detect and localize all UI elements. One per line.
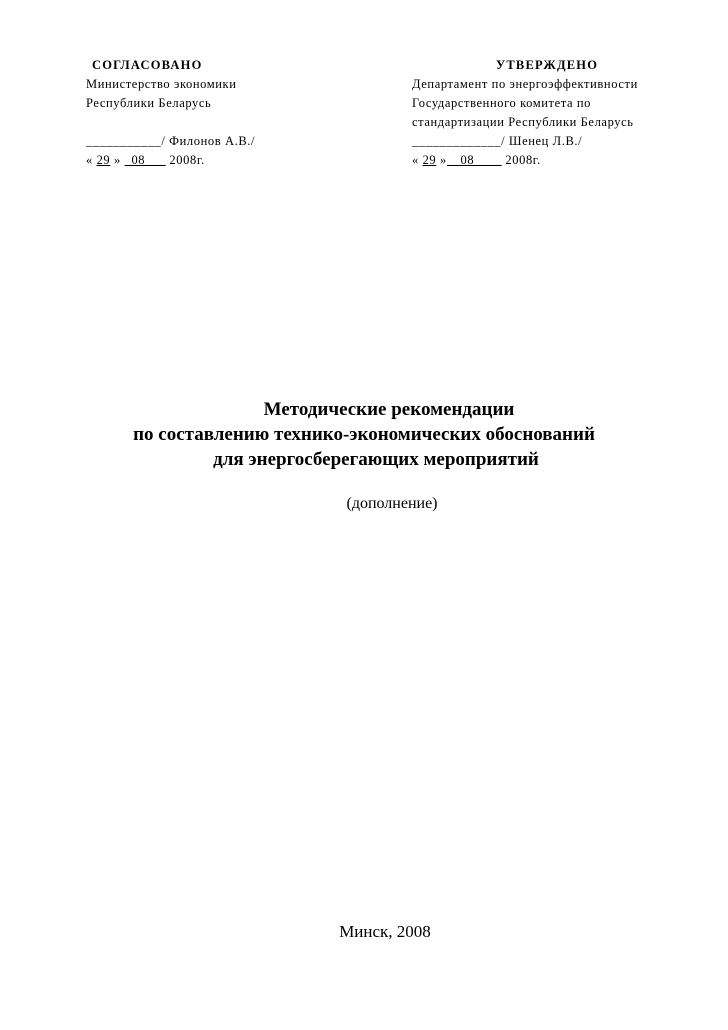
document-title xyxy=(0,397,728,472)
agreed-block xyxy=(86,56,386,170)
agreed-signature-line xyxy=(86,132,386,151)
approved-org-line-2: Государственного комитета по xyxy=(412,96,591,110)
agreed-date-line xyxy=(86,151,386,170)
agreed-org-line-1: Министерство экономики xyxy=(86,77,237,91)
agreed-heading: СОГЛАСОВАНО xyxy=(92,58,203,72)
date-year: 2008г. xyxy=(165,153,205,167)
approved-block xyxy=(412,56,712,170)
date-month: __08____ xyxy=(446,153,502,167)
date-close-quote: » xyxy=(436,153,447,167)
approved-date-line xyxy=(412,151,712,170)
date-day: 29 xyxy=(422,153,437,167)
date-day: 29 xyxy=(96,153,111,167)
title-line-2: по составлению технико-экономических обоснований xyxy=(133,424,595,445)
date-open-quote: « xyxy=(86,153,97,167)
date-month: _08___ xyxy=(124,153,166,167)
signature-blank: _____________ xyxy=(412,134,502,148)
approved-heading: УТВЕРЖДЕНО xyxy=(496,58,599,72)
signature-blank: ___________ xyxy=(86,134,162,148)
agreed-org-line-2: Республики Беларусь xyxy=(86,96,212,110)
title-line-1: Методические рекомендации xyxy=(263,399,515,420)
approved-org-line-3: стандартизации Республики Беларусь xyxy=(412,115,634,129)
signatory-name: / Филонов А.В./ xyxy=(161,134,256,148)
signatory-name: / Шенец Л.В./ xyxy=(501,134,583,148)
approved-signature-line xyxy=(412,132,712,151)
spacer xyxy=(86,113,386,132)
title-line-3: для энергосберегающих мероприятий xyxy=(213,449,539,470)
place-and-year: Минск, 2008 xyxy=(339,922,431,941)
date-open-quote: « xyxy=(412,153,423,167)
date-close-quote: » xyxy=(110,153,125,167)
document-subtitle: (дополнение) xyxy=(346,495,438,512)
approved-org-line-1: Департамент по энергоэффективности xyxy=(412,77,638,91)
date-year: 2008г. xyxy=(501,153,541,167)
